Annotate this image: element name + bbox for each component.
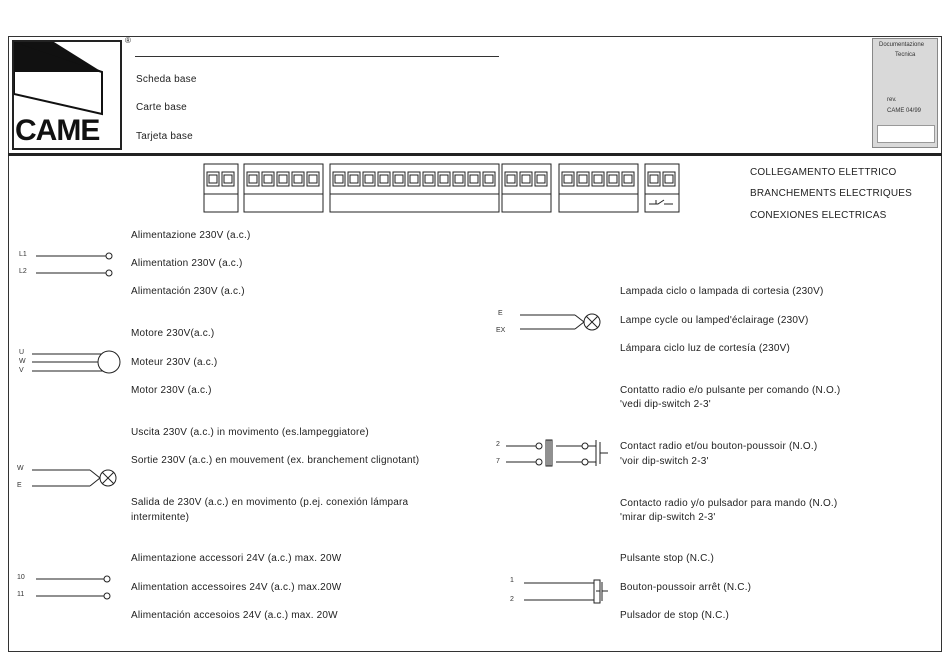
flasher-es: Salida de 230V (a.c.) en movimento (p.ej. conexión lámpara	[131, 497, 409, 508]
title-rule	[135, 56, 499, 57]
radio-es-note: 'mirar dip-switch 2-3'	[620, 512, 716, 523]
radio-fr-note: 'voir dip-switch 2-3'	[620, 456, 709, 467]
came-logo	[12, 40, 122, 150]
flasher-es-2: intermitente)	[131, 512, 190, 523]
header-rule	[8, 153, 942, 156]
terminal-10: 10	[17, 574, 25, 581]
terminal-11: 11	[17, 591, 25, 598]
motor-fr: Moteur 230V (a.c.)	[131, 357, 218, 368]
terminal-V: V	[19, 367, 24, 374]
stop-it: Pulsante stop (N.C.)	[620, 553, 715, 564]
doc-line2: Tecnica	[895, 52, 916, 58]
terminal-2-radio: 2	[496, 441, 500, 448]
section-title-es: CONEXIONES ELECTRICAS	[750, 210, 887, 221]
terminal-U: U	[19, 349, 25, 356]
title-it: Scheda base	[136, 74, 197, 85]
courtesy-es: Lámpara ciclo luz de cortesía (230V)	[620, 343, 791, 354]
rev-value: CAME 04/99	[887, 108, 922, 114]
registered-mark: ®	[125, 36, 131, 45]
title-fr: Carte base	[136, 102, 187, 113]
radio-es: Contacto radio y/o pulsador para mando (N.O.)	[620, 498, 838, 509]
accessories-es: Alimentación accesoios 24V (a.c.) max. 20W	[131, 610, 338, 621]
terminal-E-flasher: E	[17, 482, 22, 489]
section-title-it: COLLEGAMENTO ELETTRICO	[750, 167, 897, 178]
motor-es: Motor 230V (a.c.)	[131, 385, 212, 396]
power-it: Alimentazione 230V (a.c.)	[131, 230, 251, 241]
stop-es: Pulsador de stop (N.C.)	[620, 610, 730, 621]
power-fr: Alimentation 230V (a.c.)	[131, 258, 243, 269]
doc-info-box	[872, 38, 938, 148]
stop-fr: Bouton-poussoir arrêt (N.C.)	[620, 582, 752, 593]
title-es: Tarjeta base	[136, 131, 193, 142]
flasher-it: Uscita 230V (a.c.) in movimento (es.lampeggiatore)	[131, 427, 369, 438]
courtesy-fr: Lampe cycle ou lamped'éclairage (230V)	[620, 315, 809, 326]
radio-it-note: 'vedi dip-switch 2-3'	[620, 399, 711, 410]
motor-it: Motore 230V(a.c.)	[131, 328, 215, 339]
terminal-L2: L2	[19, 268, 27, 275]
terminal-E: E	[498, 310, 503, 317]
terminal-W-flasher: W	[17, 465, 24, 472]
terminal-L1: L1	[19, 251, 27, 258]
terminal-EX: EX	[496, 327, 506, 334]
accessories-fr: Alimentation accessoires 24V (a.c.) max.20W	[131, 582, 342, 593]
flasher-fr: Sortie 230V (a.c.) en mouvement (ex. branchement clignotant)	[131, 455, 420, 466]
doc-blank-field	[877, 125, 935, 143]
terminal-W: W	[19, 358, 26, 365]
radio-fr: Contact radio et/ou bouton-poussoir (N.O.)	[620, 441, 818, 452]
terminal-2-stop: 2	[510, 596, 514, 603]
courtesy-it: Lampada ciclo o lampada di cortesia (230V)	[620, 286, 824, 297]
radio-it: Contatto radio e/o pulsante per comando (N.O.)	[620, 385, 841, 396]
section-title-fr: BRANCHEMENTS ELECTRIQUES	[750, 188, 913, 199]
rev-label: rev.	[887, 97, 897, 103]
accessories-it: Alimentazione accessori 24V (a.c.) max. 20W	[131, 553, 342, 564]
doc-line1: Documentazione	[879, 42, 925, 48]
terminal-1-stop: 1	[510, 577, 514, 584]
logo-wordmark: CAME	[15, 114, 100, 147]
power-es: Alimentación 230V (a.c.)	[131, 286, 245, 297]
terminal-7-radio: 7	[496, 458, 500, 465]
